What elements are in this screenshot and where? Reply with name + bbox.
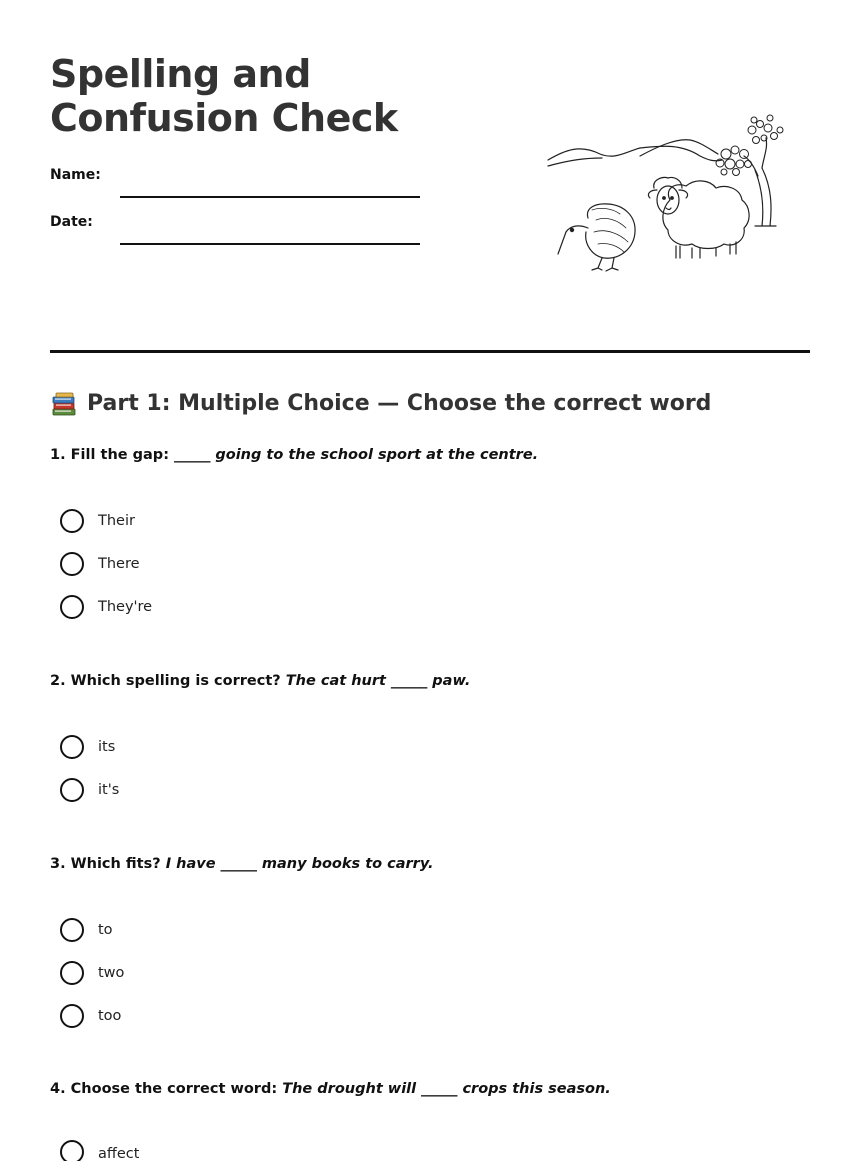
radio-button[interactable] [60, 1004, 84, 1028]
radio-button[interactable] [60, 1140, 84, 1161]
question-4-sentence: The drought will _____ crops this season. [282, 1081, 611, 1097]
option-label: There [98, 556, 140, 572]
radio-button[interactable] [60, 509, 84, 533]
q2-option-its[interactable] [60, 734, 115, 760]
radio-button[interactable] [60, 918, 84, 942]
q2-option-its-apostrophe[interactable] [60, 777, 119, 803]
question-1-sentence: _____ going to the school sport at the centre. [174, 447, 539, 463]
q1-option-theyre[interactable] [60, 594, 152, 620]
question-4 [50, 1079, 611, 1099]
question-3-sentence: I have _____ many books to carry. [165, 856, 434, 872]
question-3-prompt: 3. Which fits? [50, 856, 161, 872]
date-input[interactable] [120, 223, 420, 245]
section-heading [50, 389, 711, 419]
option-label: too [98, 1008, 122, 1024]
option-label: to [98, 922, 113, 938]
radio-button[interactable] [60, 778, 84, 802]
q1-option-there[interactable] [60, 551, 140, 577]
radio-button[interactable] [60, 735, 84, 759]
name-field-row [50, 160, 430, 190]
option-label: Their [98, 513, 135, 529]
option-label: its [98, 739, 116, 755]
q4-option-affect[interactable] [60, 1135, 139, 1161]
question-1 [50, 445, 538, 465]
section-title: Part 1: Multiple Choice — Choose the correct word [87, 391, 712, 416]
date-label: Date: [50, 214, 93, 230]
question-2 [50, 671, 470, 691]
radio-button[interactable] [60, 595, 84, 619]
radio-button[interactable] [60, 552, 84, 576]
section-divider [50, 350, 810, 353]
option-label: affect [98, 1146, 140, 1161]
radio-button[interactable] [60, 961, 84, 985]
name-input[interactable] [120, 176, 420, 198]
option-label: two [98, 965, 125, 981]
option-label: it's [98, 782, 120, 798]
date-field-row [50, 207, 430, 237]
kiwi-sheep-tree-illustration [540, 108, 790, 278]
q1-option-their[interactable] [60, 508, 135, 534]
name-label: Name: [50, 167, 101, 183]
q3-option-too[interactable] [60, 1003, 121, 1029]
option-label: They're [98, 599, 153, 615]
question-3 [50, 854, 433, 874]
q3-option-to[interactable] [60, 917, 113, 943]
question-2-prompt: 2. Which spelling is correct? [50, 673, 281, 689]
page-title: Spelling and Confusion Check [50, 52, 398, 140]
question-1-prompt: 1. Fill the gap: [50, 447, 169, 463]
q3-option-two[interactable] [60, 960, 124, 986]
books-icon [50, 390, 78, 418]
question-2-sentence: The cat hurt _____ paw. [285, 673, 471, 689]
question-4-prompt: 4. Choose the correct word: [50, 1081, 278, 1097]
